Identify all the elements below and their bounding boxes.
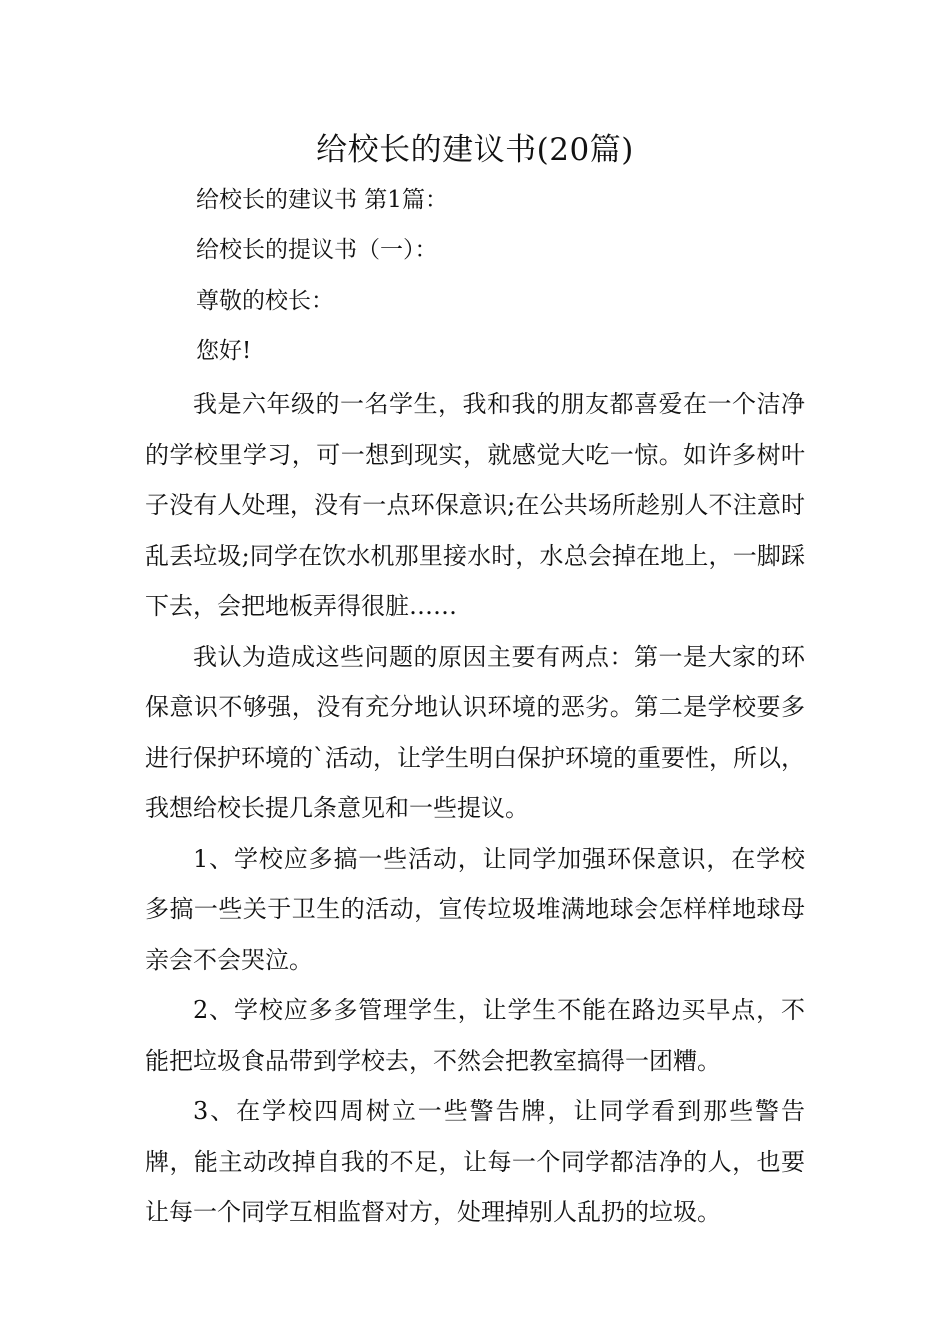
greeting: 您好! (196, 338, 252, 364)
letter-body (145, 379, 805, 1238)
salutation: 尊敬的校长： (196, 288, 334, 314)
document-subtitle: 给校长的建议书 第1篇： (196, 187, 448, 213)
body-paragraph-4: 2、学校应多多管理学生，让学生不能在路边买早点，不能把垃圾食品带到学校去，不然会把教室搞得一团糟。 (145, 996, 805, 1075)
letter-heading: 给校长的提议书（一）： (196, 237, 438, 263)
body-paragraph-5: 3、在学校四周树立一些警告牌，让同学看到那些警告牌，能主动改掉自我的不足，让每一个同学都洁净的人，也要让每一个同学互相监督对方，处理掉别人乱扔的垃圾。 (145, 1097, 805, 1226)
body-paragraph-1: 我是六年级的一名学生，我和我的朋友都喜爱在一个洁净的学校里学习，可一想到现实，就感觉大吃一惊。如许多树叶子没有人处理，没有一点环保意识;在公共场所趁别人不注意时乱丢垃圾;同学在饮水机那里接水时，水总会掉在地上，一脚踩下去，会把地板弄得很脏…… (145, 390, 805, 620)
body-paragraph-3: 1、学校应多搞一些活动，让同学加强环保意识，在学校多搞一些关于卫生的活动，宣传垃圾堆满地球会怎样样地球母亲会不会哭泣。 (145, 844, 805, 974)
document-title: 给校长的建议书(20篇) (316, 132, 634, 168)
body-paragraph-2: 我认为造成这些问题的原因主要有两点：第一是大家的环保意识不够强，没有充分地认识环境的恶劣。第二是学校要多进行保护环境的`活动，让学生明白保护环境的重要性，所以，我想给校长提几条意见和一些提议。 (145, 642, 805, 822)
